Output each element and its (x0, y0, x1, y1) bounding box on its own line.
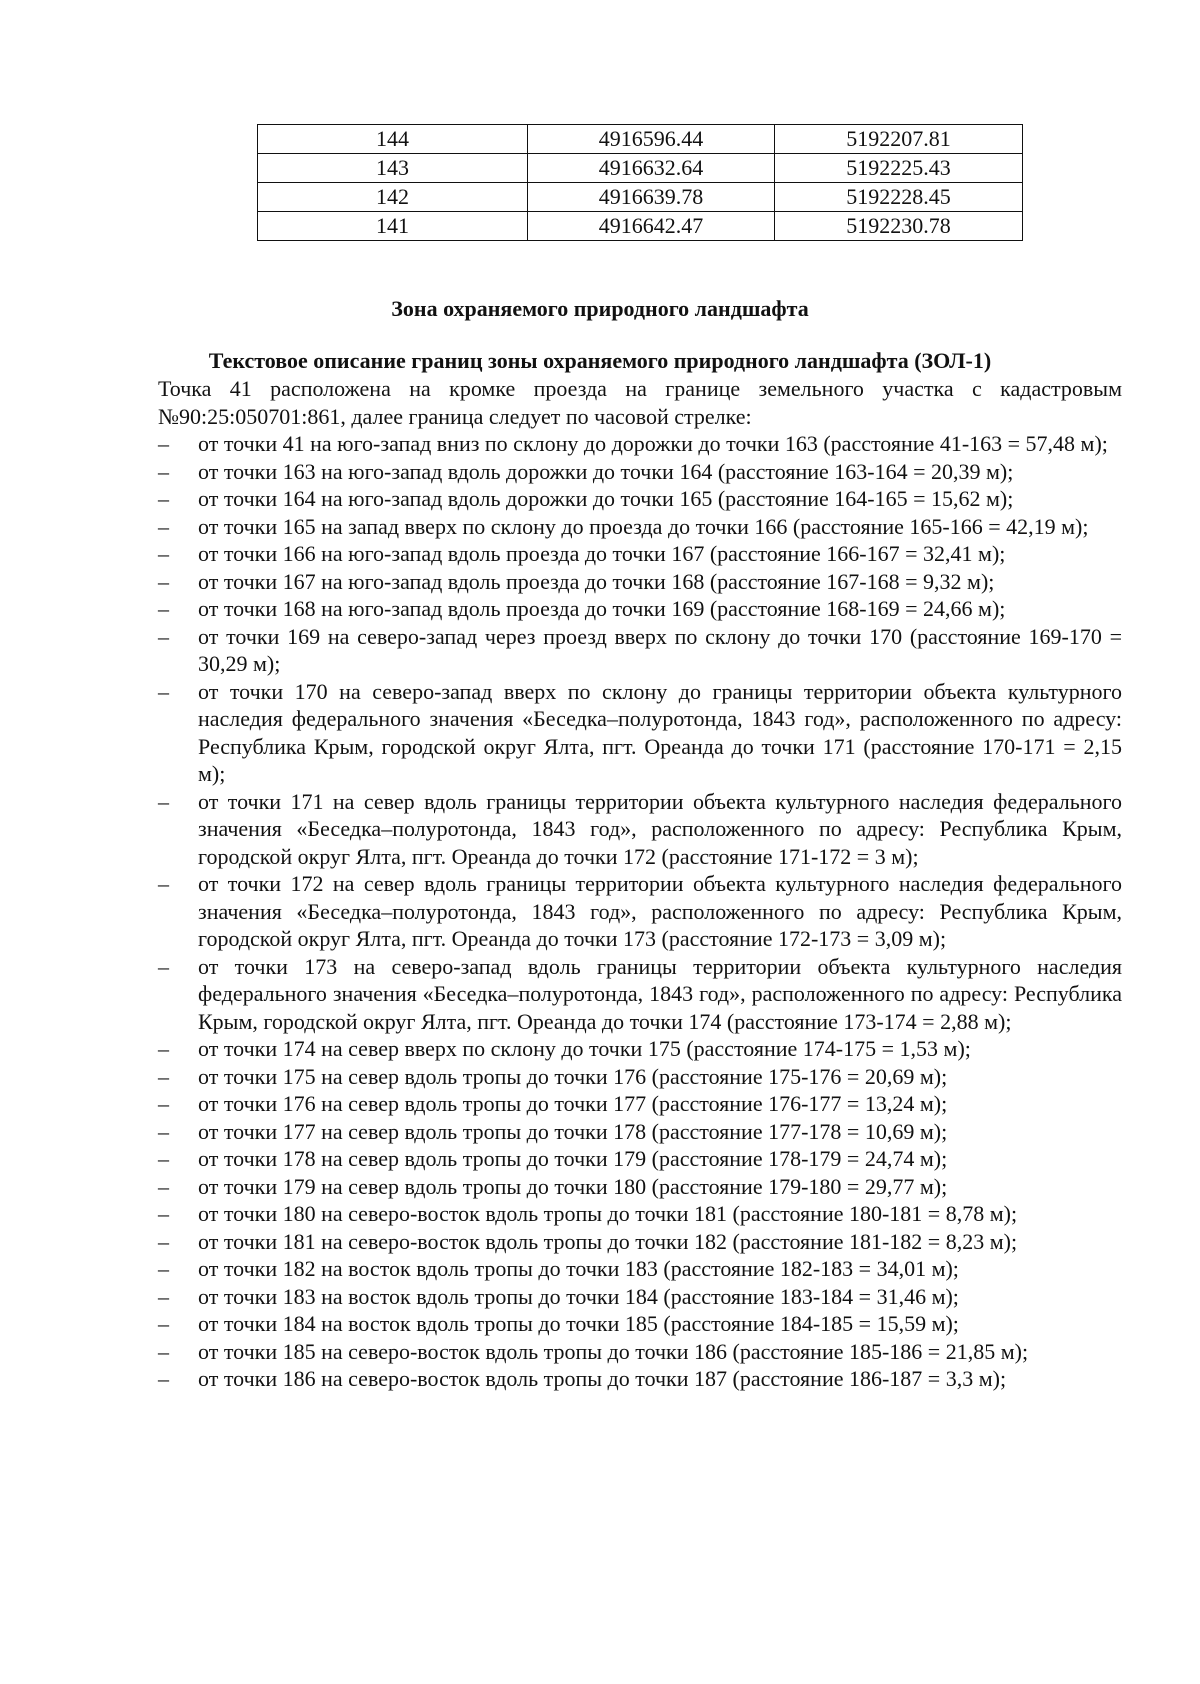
point-number-cell: 144 (258, 125, 528, 154)
list-item-text: от точки 180 на северо-восток вдоль тропы до точки 181 (расстояние 180-181 = 8,78 м); (198, 1201, 1018, 1226)
list-item (158, 1365, 1122, 1393)
intro-paragraph: Точка 41 расположена на кромке проезда на границе земельного участка с кадастровым №90:25:050701:861, далее граница следует по часовой стрелке: (158, 376, 1122, 429)
bullet-dash: – (158, 788, 169, 814)
list-item (158, 623, 1122, 678)
bullet-dash: – (158, 1118, 169, 1144)
bullet-dash: – (158, 678, 169, 704)
list-item-text: от точки 169 на северо-запад через проезд вверх по склону до точки 170 (расстояние 169-170 = 30,29 м); (198, 623, 1122, 676)
point-number-cell: 142 (258, 183, 528, 212)
list-item (158, 1090, 1122, 1118)
bullet-dash: – (158, 1256, 169, 1281)
list-item-text: от точки 181 на северо-восток вдоль тропы до точки 182 (расстояние 181-182 = 8,23 м); (198, 1228, 1018, 1254)
list-item (158, 953, 1122, 1036)
y-coordinate-cell: 5192230.78 (775, 212, 1023, 241)
list-item (158, 1118, 1122, 1146)
list-item (158, 595, 1122, 623)
bullet-dash: – (158, 431, 169, 456)
section-heading: Зона охраняемого природного ландшафта (391, 296, 809, 321)
list-item (158, 430, 1122, 458)
list-item-text: от точки 166 на юго-запад вдоль проезда до точки 167 (расстояние 166-167 = 32,41 м); (198, 541, 1006, 566)
bullet-dash: – (158, 513, 169, 539)
list-item-text: от точки 168 на юго-запад вдоль проезда до точки 169 (расстояние 168-169 = 24,66 м); (198, 596, 1006, 621)
list-item-text: от точки 170 на северо-запад вверх по склону до границы территории объекта культурного наследия федерального значения «Беседка–полуротонда, 1843 год», расположенного по адресу: Республика Крым, городской округ Ялта, пгт. Ореанда до точки 171 (расстояние 170-171 = 2,15 м); (198, 678, 1122, 786)
bullet-dash: – (158, 1201, 169, 1226)
list-item-text: от точки 165 на запад вверх по склону до проезда до точки 166 (расстояние 165-166 = 42,19 м); (198, 513, 1089, 539)
bullet-dash: – (158, 1311, 169, 1336)
bullet-dash: – (158, 458, 169, 484)
bullet-dash: – (158, 953, 169, 979)
boundary-description-list (158, 430, 1122, 1393)
bullet-dash: – (158, 1338, 169, 1364)
y-coordinate-cell: 5192228.45 (775, 183, 1023, 212)
list-item (158, 485, 1122, 513)
bullet-dash: – (158, 1228, 169, 1254)
list-item-text: от точки 177 на север вдоль тропы до точки 178 (расстояние 177-178 = 10,69 м); (198, 1118, 948, 1144)
list-item-text: от точки 179 на север вдоль тропы до точки 180 (расстояние 179-180 = 29,77 м); (198, 1173, 948, 1199)
list-item (158, 1200, 1122, 1228)
coordinates-table (257, 124, 1023, 241)
list-item-text: от точки 186 на северо-восток вдоль тропы до точки 187 (расстояние 186-187 = 3,3 м); (198, 1366, 1007, 1391)
list-item (158, 1035, 1122, 1063)
y-coordinate-cell: 5192225.43 (775, 154, 1023, 183)
list-item (158, 458, 1122, 486)
bullet-dash: – (158, 1283, 169, 1309)
bullet-dash: – (158, 541, 169, 566)
list-item-text: от точки 182 на восток вдоль тропы до точки 183 (расстояние 182-183 = 34,01 м); (198, 1256, 959, 1281)
list-item (158, 1063, 1122, 1091)
x-coordinate-cell: 4916632.64 (528, 154, 775, 183)
list-item (158, 568, 1122, 596)
point-number-cell: 141 (258, 212, 528, 241)
list-item-text: от точки 178 на север вдоль тропы до точки 179 (расстояние 178-179 = 24,74 м); (198, 1146, 948, 1171)
list-item-text: от точки 41 на юго-запад вниз по склону до дорожки до точки 163 (расстояние 41-163 = 57,48 м); (198, 431, 1108, 456)
bullet-dash: – (158, 871, 169, 896)
list-item (158, 1228, 1122, 1256)
list-item-text: от точки 184 на восток вдоль тропы до точки 185 (расстояние 184-185 = 15,59 м); (198, 1311, 959, 1336)
list-item (158, 540, 1122, 568)
bullet-dash: – (158, 623, 169, 649)
list-item-text: от точки 167 на юго-запад вдоль проезда до точки 168 (расстояние 167-168 = 9,32 м); (198, 568, 995, 594)
list-item-text: от точки 176 на север вдоль тропы до точки 177 (расстояние 176-177 = 13,24 м); (198, 1091, 948, 1116)
bullet-dash: – (158, 1146, 169, 1171)
x-coordinate-cell: 4916642.47 (528, 212, 775, 241)
list-item-text: от точки 185 на северо-восток вдоль тропы до точки 186 (расстояние 185-186 = 21,85 м); (198, 1338, 1029, 1364)
list-item-text: от точки 183 на восток вдоль тропы до точки 184 (расстояние 183-184 = 31,46 м); (198, 1283, 959, 1309)
table-row (258, 183, 1023, 212)
table-row (258, 125, 1023, 154)
section-subheading: Текстовое описание границ зоны охраняемого природного ландшафта (ЗОЛ-1) (208, 348, 992, 373)
list-item-text: от точки 163 на юго-запад вдоль дорожки до точки 164 (расстояние 163-164 = 20,39 м); (198, 458, 1014, 484)
table-row (258, 154, 1023, 183)
list-item (158, 1145, 1122, 1173)
list-item (158, 1255, 1122, 1283)
list-item (158, 1283, 1122, 1311)
list-item (158, 788, 1122, 871)
list-item-text: от точки 173 на северо-запад вдоль границы территории объекта культурного наследия федерального значения «Беседка–полуротонда, 1843 год», расположенного по адресу: Республика Крым, городской округ Ялта, пгт. Ореанда до точки 174 (расстояние 173-174 = 2,88 м); (198, 953, 1122, 1034)
bullet-dash: – (158, 1063, 169, 1089)
point-number-cell: 143 (258, 154, 528, 183)
y-coordinate-cell: 5192207.81 (775, 125, 1023, 154)
list-item (158, 1338, 1122, 1366)
bullet-dash: – (158, 486, 169, 511)
list-item-text: от точки 174 на север вверх по склону до точки 175 (расстояние 174-175 = 1,53 м); (198, 1036, 971, 1061)
x-coordinate-cell: 4916639.78 (528, 183, 775, 212)
bullet-dash: – (158, 568, 169, 594)
x-coordinate-cell: 4916596.44 (528, 125, 775, 154)
list-item (158, 1173, 1122, 1201)
bullet-dash: – (158, 1366, 169, 1391)
table-row (258, 212, 1023, 241)
list-item (158, 513, 1122, 541)
bullet-dash: – (158, 1091, 169, 1116)
bullet-dash: – (158, 1173, 169, 1199)
bullet-dash: – (158, 1036, 169, 1061)
list-item (158, 1310, 1122, 1338)
list-item-text: от точки 164 на юго-запад вдоль дорожки до точки 165 (расстояние 164-165 = 15,62 м); (198, 486, 1014, 511)
list-item-text: от точки 175 на север вдоль тропы до точки 176 (расстояние 175-176 = 20,69 м); (198, 1063, 948, 1089)
list-item-text: от точки 171 на север вдоль границы территории объекта культурного наследия федерального значения «Беседка–полуротонда, 1843 год», расположенного по адресу: Республика Крым, городской округ Ялта, пгт. Ореанда до точки 172 (расстояние 171-172 = 3 м); (198, 788, 1122, 869)
list-item-text: от точки 172 на север вдоль границы территории объекта культурного наследия федерального значения «Беседка–полуротонда, 1843 год», расположенного по адресу: Республика Крым, городской округ Ялта, пгт. Ореанда до точки 173 (расстояние 172-173 = 3,09 м); (198, 871, 1122, 951)
list-item (158, 678, 1122, 788)
bullet-dash: – (158, 596, 169, 621)
list-item (158, 870, 1122, 953)
